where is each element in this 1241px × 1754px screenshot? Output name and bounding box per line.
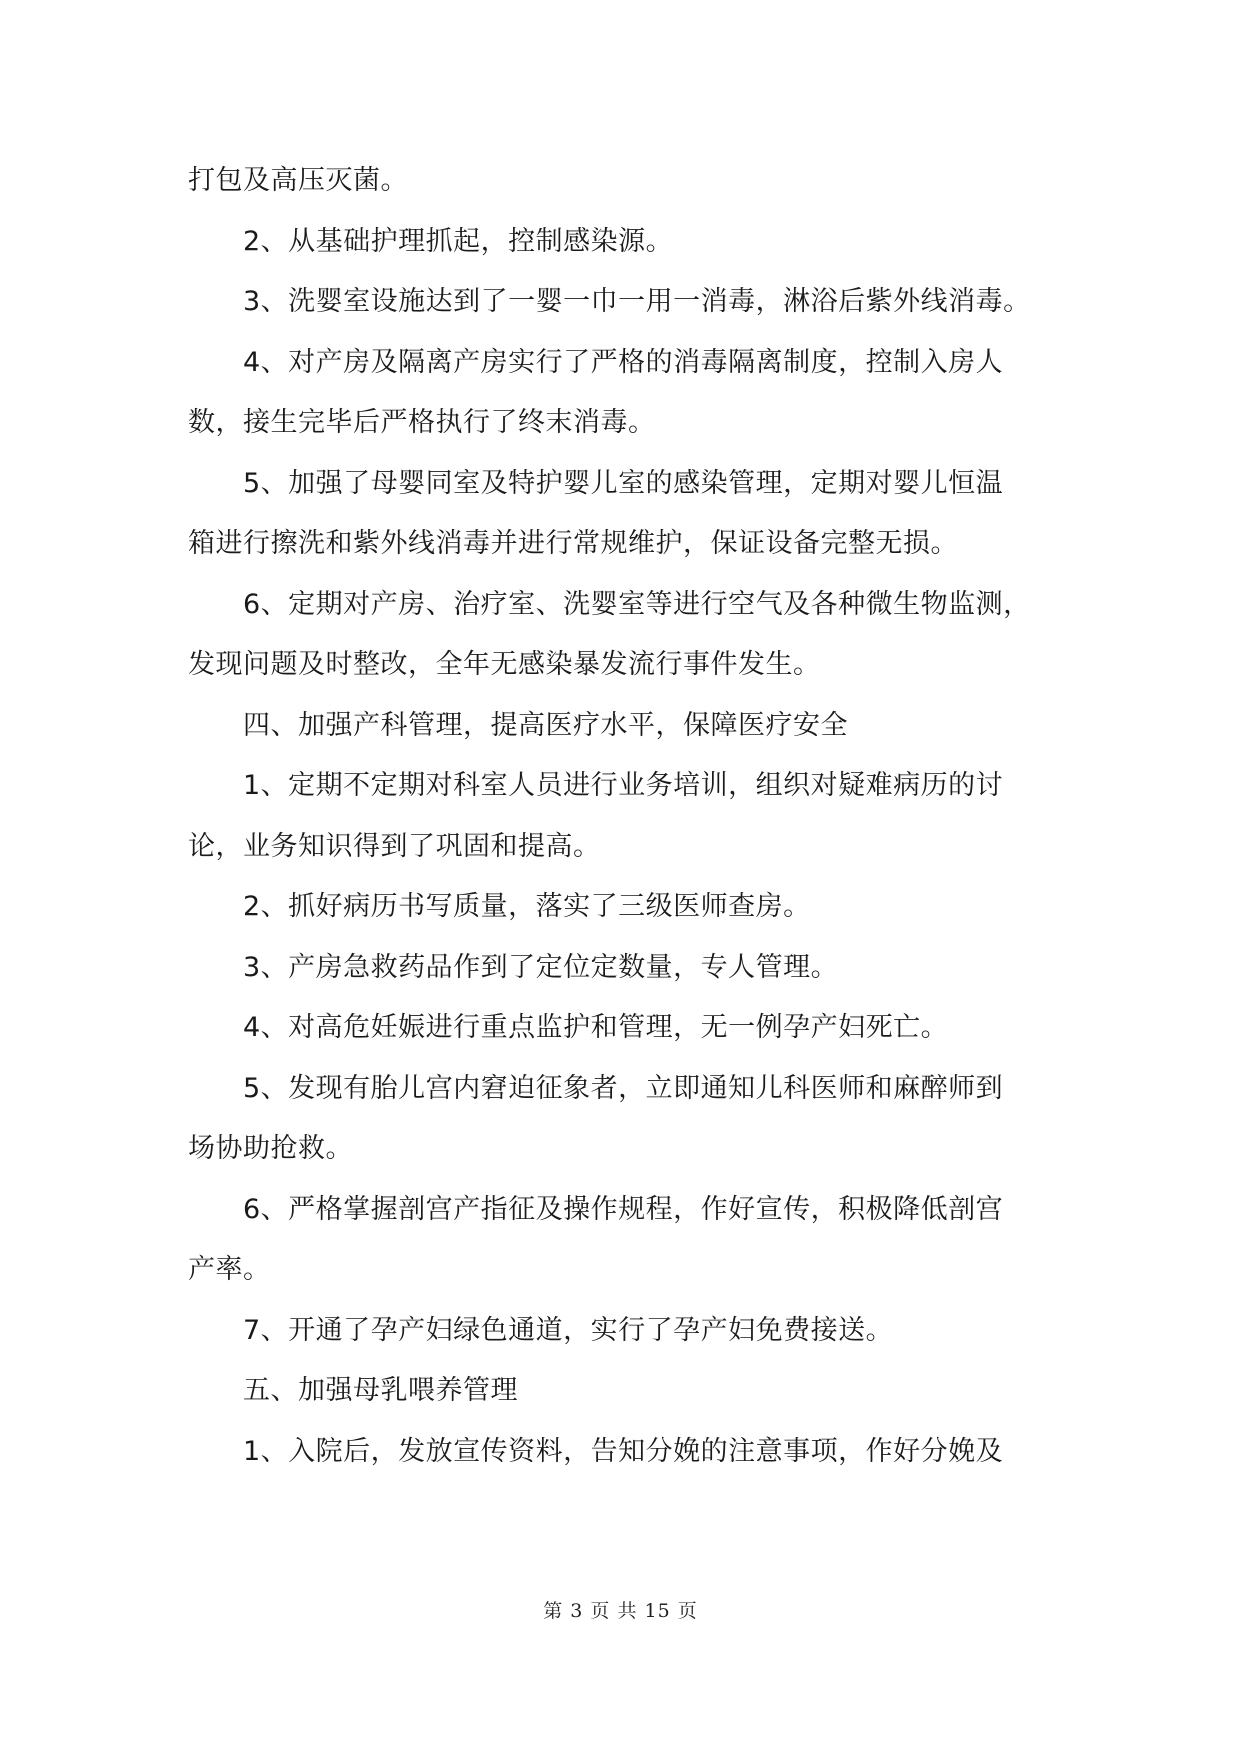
text-line: 7、开通了孕产妇绿色通道，实行了孕产妇免费接送。 xyxy=(243,1314,894,1346)
text-line: 1、定期不定期对科室人员进行业务培训，组织对疑难病历的讨 xyxy=(243,770,1004,801)
text-line: 5、加强了母婴同室及特护婴儿室的感染管理，定期对婴儿恒温 xyxy=(243,467,1004,499)
text-line: 箱进行擦洗和紫外线消毒并进行常规维护，保证设备完整无损。 xyxy=(188,528,958,559)
text-line: 2、从基础护理抓起，控制感染源。 xyxy=(243,225,674,257)
text-line: 打包及高压灭菌。 xyxy=(188,165,408,196)
text-line: 五、加强母乳喂养管理 xyxy=(243,1375,518,1406)
page-footer: 第 3 页 共 15 页 xyxy=(543,1600,698,1622)
document-body xyxy=(188,151,1054,1482)
text-line: 数，接生完毕后严格执行了终末消毒。 xyxy=(188,407,656,438)
text-line: 发现问题及时整改，全年无感染暴发流行事件发生。 xyxy=(188,649,821,680)
text-line: 2、抓好病历书写质量，落实了三级医师查房。 xyxy=(243,891,811,922)
text-line: 四、加强产科管理，提高医疗水平，保障医疗安全 xyxy=(243,709,848,741)
text-line: 6、严格掌握剖宫产指征及操作规程，作好宣传，积极降低剖宫 xyxy=(243,1193,1004,1225)
text-line: 3、产房急救药品作到了定位定数量，专人管理。 xyxy=(243,951,839,983)
text-line: 4、对产房及隔离产房实行了严格的消毒隔离制度，控制入房人 xyxy=(243,346,1004,378)
text-line: 产率。 xyxy=(188,1254,271,1285)
text-line: 论，业务知识得到了巩固和提高。 xyxy=(188,830,601,862)
text-line: 4、对高危妊娠进行重点监护和管理，无一例孕产妇死亡。 xyxy=(243,1012,949,1043)
text-line: 3、洗婴室设施达到了一婴一巾一用一消毒，淋浴后紫外线消毒。 xyxy=(243,286,1031,317)
text-line: 1、入院后，发放宣传资料，告知分娩的注意事项，作好分娩及 xyxy=(243,1435,1004,1467)
text-line: 6、定期对产房、治疗室、洗婴室等进行空气及各种微生物监测， xyxy=(243,588,1031,620)
text-line: 5、发现有胎儿宫内窘迫征象者，立即通知儿科医师和麻醉师到 xyxy=(243,1072,1004,1104)
text-line: 场协助抢救。 xyxy=(188,1133,353,1164)
